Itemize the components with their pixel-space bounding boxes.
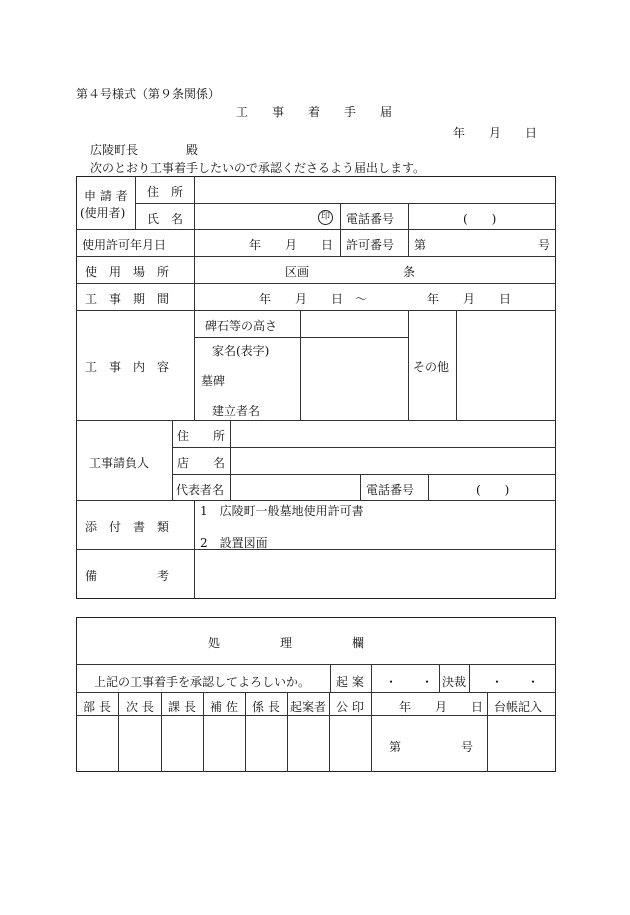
applicant-phone-label: 電話番号	[346, 212, 395, 226]
seal-mark	[318, 208, 333, 225]
col-head-hosa: 補 佐	[210, 700, 238, 714]
seal-icon: 印	[318, 210, 333, 225]
family-name-label: 家名(表字)	[212, 344, 270, 358]
contractor-address-label: 住 所	[177, 429, 226, 443]
contractor-shop-label: 店 名	[177, 456, 226, 470]
other-field[interactable]	[460, 313, 552, 417]
stamp-cell-koin[interactable]	[331, 718, 369, 770]
col-head-kianja: 起案者	[290, 700, 327, 714]
permit-number-field[interactable]	[430, 231, 530, 253]
stamp-cell-kacho[interactable]	[163, 718, 201, 770]
tombstone-field[interactable]	[304, 340, 404, 418]
permit-number-label: 許可番号	[346, 238, 395, 252]
contractor-address-field[interactable]	[234, 423, 552, 445]
applicant-address-field[interactable]	[198, 180, 554, 200]
ledger-number-field[interactable]	[405, 733, 455, 755]
applicant-name-field[interactable]	[198, 206, 308, 226]
stamp-cell-daicho[interactable]	[489, 718, 553, 770]
draft-date-field[interactable]: ・ ・	[385, 675, 434, 689]
stamp-cell-kakaricho[interactable]	[247, 718, 285, 770]
page-title: 工 事 着 手 届	[236, 105, 393, 119]
draft-label: 起 案	[336, 675, 364, 689]
attachment-item-2: 2 設置図面	[200, 536, 268, 550]
location-row: 条	[403, 265, 416, 279]
attachment-item-1: 1 広陵町一般墓地使用許可書	[200, 504, 364, 518]
col-head-date: 年 月 日	[399, 700, 484, 714]
stamp-cell-bucho[interactable]	[78, 718, 116, 770]
intro-text: 次のとおり工事着手したいので承認くださるよう届出します。	[90, 161, 426, 175]
remarks-label: 備 考	[85, 569, 170, 583]
period-field[interactable]: 年 月 日 ～ 年 月 日	[259, 292, 512, 306]
builder-label: 建立者名	[212, 404, 261, 418]
processing-title: 処 理 欄	[208, 636, 365, 650]
date-line: 年 月 日	[453, 126, 538, 140]
decision-label: 決裁	[442, 675, 467, 689]
permit-date-label: 使用許可年月日	[82, 238, 167, 252]
col-head-koin: 公 印	[336, 700, 364, 714]
col-head-kakaricho: 係 長	[252, 700, 280, 714]
remarks-field[interactable]	[198, 553, 552, 595]
permit-number-prefix: 第	[414, 238, 427, 252]
col-head-daicho: 台帳記入	[494, 700, 543, 714]
ledger-number-prefix: 第	[389, 740, 402, 754]
contractor-label: 工事請負人	[89, 456, 150, 470]
work-label: 工 事 内 容	[85, 360, 170, 374]
tombstone-label: 墓碑	[201, 374, 226, 388]
form-number: 第４号様式（第９条関係）	[76, 87, 221, 101]
applicant-sublabel: (使用者)	[80, 206, 126, 220]
col-head-bucho: 部 長	[83, 700, 111, 714]
decision-date-field[interactable]: ・ ・	[491, 675, 540, 689]
approval-text: 上記の工事着手を承認してよろしいか。	[94, 675, 311, 689]
col-head-jicho: 次 長	[126, 700, 154, 714]
period-label: 工 事 期 間	[85, 292, 170, 306]
col-head-kacho: 課 長	[168, 700, 196, 714]
applicant-name-label: 氏 名	[147, 212, 184, 226]
contractor-rep-field[interactable]	[234, 477, 356, 498]
stone-height-label: 碑石等の高さ	[205, 319, 278, 333]
stamp-cell-hosa[interactable]	[205, 718, 243, 770]
contractor-phone-label: 電話番号	[366, 483, 415, 497]
contractor-phone-field[interactable]: ( )	[476, 483, 510, 497]
permit-number-suffix: 号	[538, 238, 551, 252]
attachments-label: 添 付 書 類	[85, 520, 170, 534]
applicant-address-label: 住 所	[147, 185, 184, 199]
location-section: 区画	[285, 265, 310, 279]
applicant-phone-field[interactable]: ( )	[463, 212, 497, 226]
applicant-label: 申 請 者	[84, 189, 128, 203]
stamp-cell-jicho[interactable]	[120, 718, 160, 770]
other-label: その他	[413, 360, 450, 374]
stone-height-field[interactable]	[304, 313, 404, 335]
permit-date-field[interactable]: 年 月 日	[249, 238, 334, 252]
location-label: 使 用 場 所	[85, 265, 170, 279]
addressee: 広陵町長 殿	[90, 143, 199, 157]
contractor-shop-field[interactable]	[234, 450, 552, 472]
stamp-cell-kianja[interactable]	[289, 718, 327, 770]
ledger-number-suffix: 号	[461, 740, 474, 754]
contractor-rep-label: 代表者名	[176, 483, 225, 497]
